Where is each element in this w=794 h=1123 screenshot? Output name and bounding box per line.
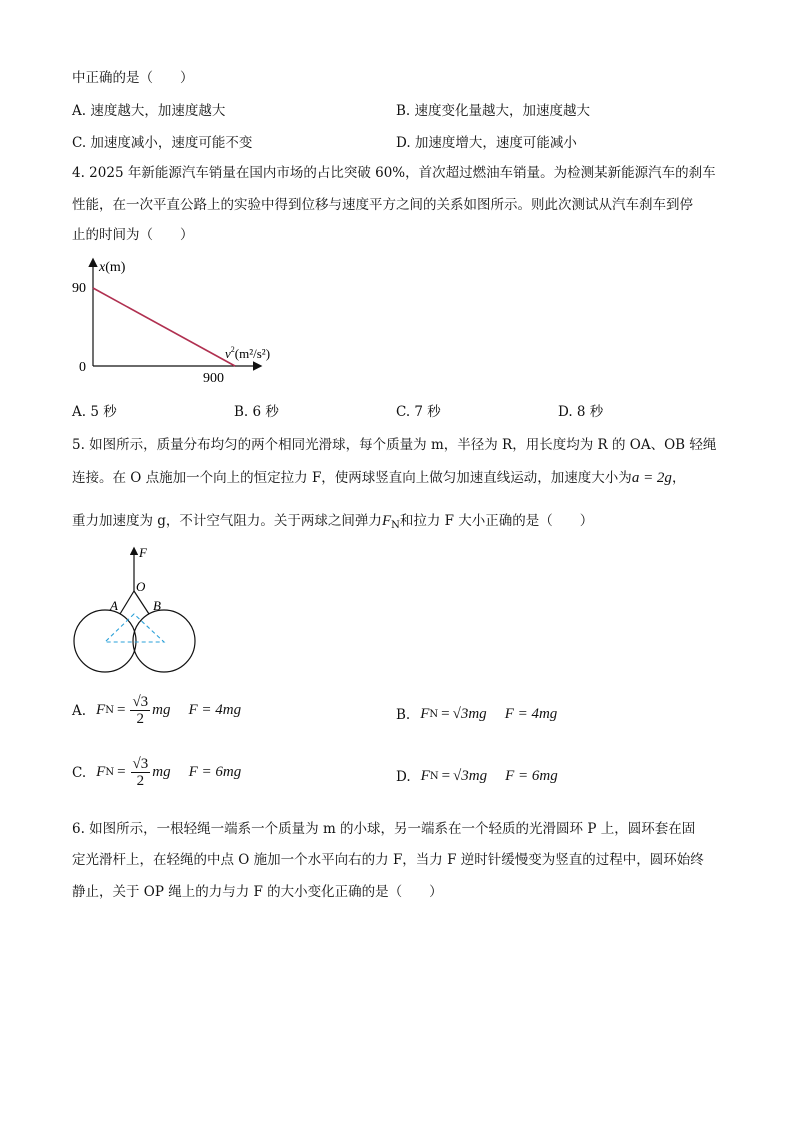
q5-option-c: C. F N = $\frac{√3}{2}$ mg F = 6mg [72,756,242,789]
rope-ob [134,591,149,614]
q4-option-b: B. 6 秒 [234,404,279,420]
x-axis-label: $v^2(m^2/s^2)$ [225,345,271,361]
q5-option-d: D. F N = √3mg F = 6mg [396,768,558,785]
q4-graph [70,252,290,387]
q5-option-a: A. F N = $\frac{√3}{2}$ mg F = 4mg [72,694,242,727]
ball-left [74,610,136,672]
q5-option-b: B. F N = √3mg F = 4mg [396,706,558,723]
rope-oa [120,591,134,614]
acceleration-expr: a = 2g [631,470,672,486]
q5-figure [70,544,200,676]
q4-option-a: A. 5 秒 [72,404,117,420]
y-axis-label: x(m) [99,260,126,275]
q6-stem-line3: 静止，关于 OP 绳上的力与力 F 的大小变化正确的是（ ） [72,884,443,900]
q6-stem-line1: 6. 如图所示，一根轻绳一端系一个质量为 m 的小球，另一端系在一个轻质的光滑圆环 P 上，圆环套在固 [72,821,696,837]
q3-option-a: A. 速度越大，加速度越大 [72,103,226,119]
q3-option-b: B. 速度变化量越大，加速度越大 [396,103,591,119]
q3-option-d: D. 加速度增大，速度可能减小 [396,135,577,151]
label-f: F [139,545,147,560]
q4-stem-line1: 4. 2025 年新能源汽车销量在国内市场的占比突破 60%，首次超过燃油车销量。为检测某新能源汽车的刹车 [72,165,716,181]
q4-option-d: D. 8 秒 [558,404,604,420]
q6-stem-line2: 定光滑杆上，在轻绳的中点 O 施加一个水平向右的力 F，当力 F 逆时针缓慢变为竖直的过程中，圆环始终 [72,852,704,868]
q5-stem-line3: 重力加速度为 g，不计空气阻力。关于两球之间弹力$F_N$和拉力 F 大小正确的是（ ） [72,513,594,531]
origin-label: 0 [79,360,86,375]
ball-right [133,610,195,672]
label-b: B [153,598,161,613]
q5-stem-line2: 连接。在 O 点施加一个向上的恒定拉力 F，使两球竖直向上做匀加速直线运动，加速度大小为a = 2g， [72,470,686,486]
q4-stem-line3: 止的时间为（ ） [72,227,194,243]
q5-stem-line1: 5. 如图所示，质量分布均匀的两个相同光滑球，每个质量为 m，半径为 R，用长度均为 R 的 OA、OB 轻绳 [72,437,717,453]
dashed-triangle [105,614,164,642]
q4-stem-line2: 性能，在一次平直公路上的实验中得到位移与速度平方之间的关系如图所示。则此次测试从汽车刹车到停 [72,197,693,213]
label-a: A [110,598,118,613]
q4-option-c: C. 7 秒 [396,404,441,420]
label-o: O [136,579,146,594]
q3-stem-tail: 中正确的是（ ） [72,70,194,86]
y-intercept-label: 90 [72,281,86,296]
data-line [93,288,235,366]
x-intercept-label: 900 [203,371,224,386]
q3-option-c: C. 加速度减小，速度可能不变 [72,135,253,151]
